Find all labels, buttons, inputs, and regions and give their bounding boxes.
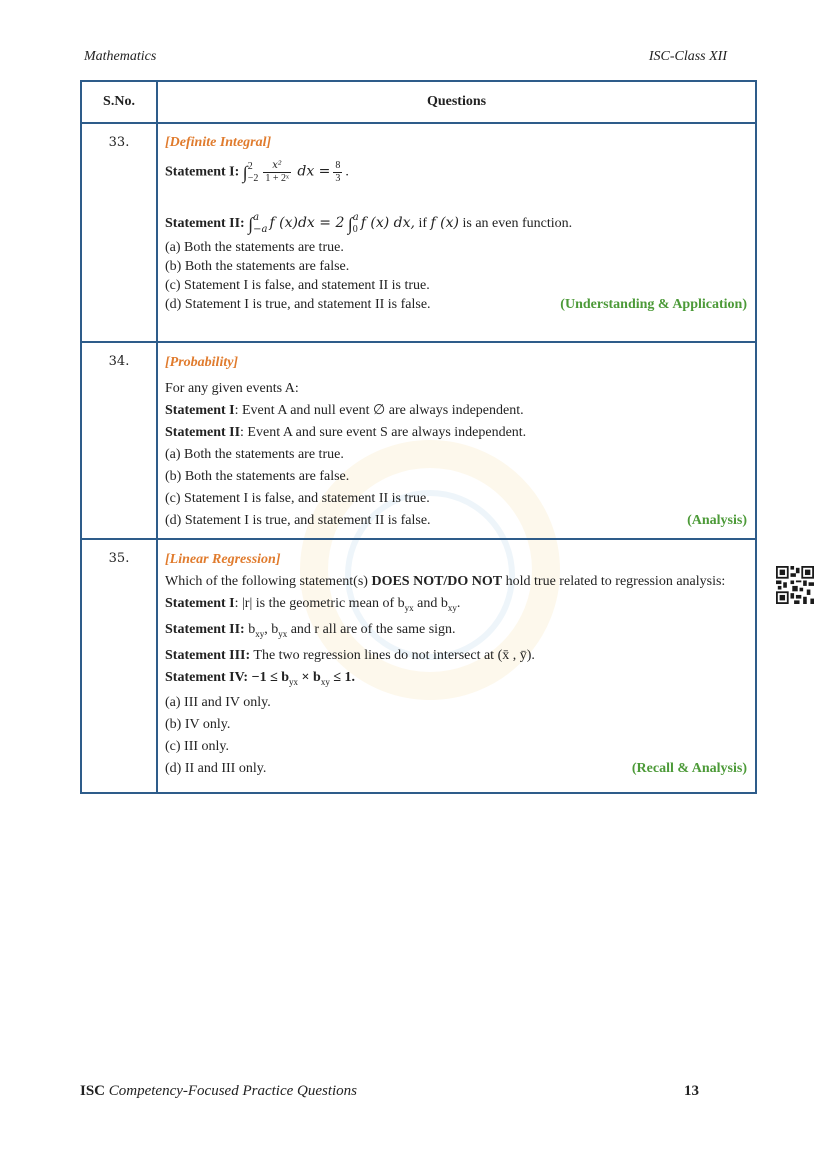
qr-code-icon[interactable] <box>776 566 814 604</box>
topic-label: [Linear Regression] <box>165 552 281 567</box>
question-body <box>157 123 756 342</box>
footer-title: ISC Competency-Focused Practice Questions <box>80 1083 358 1099</box>
question-body <box>157 539 756 793</box>
integral-sign: ∫ <box>242 162 248 183</box>
topic-label: [Probability] <box>165 355 239 370</box>
page-number: 13 <box>684 1083 699 1099</box>
statement-2: Statement II: $b_{xy}$, $b_{yx}$ and r all are of the same sign. <box>165 621 456 639</box>
integral-sign: ∫ <box>347 214 353 235</box>
questions-table <box>80 80 757 794</box>
statement-2: Statement II: Event A and sure event S are always independent. <box>165 425 527 440</box>
question-intro: For any given events A: <box>165 381 299 396</box>
condition-function: f (x) <box>430 215 459 232</box>
cognitive-tag: (Analysis) <box>687 513 747 528</box>
question-body <box>157 342 756 539</box>
option-a: (a) III and IV only. <box>165 695 271 711</box>
question-number: 35. <box>81 539 157 793</box>
result-fraction: $\frac{8}{3}$ <box>335 160 341 184</box>
option-d: (d) Statement I is true, and statement II is false. <box>165 297 431 312</box>
cognitive-tag: (Understanding & Application) <box>560 297 747 312</box>
option-d-row <box>165 510 747 532</box>
integrand-fraction: $\frac{\text{x²}}{\text{1 + 2ˣ}}$ <box>265 160 289 184</box>
option-b: (b) Both the statements are false. <box>165 259 350 274</box>
option-a: (a) Both the statements are true. <box>165 447 344 462</box>
cognitive-tag: (Recall & Analysis) <box>631 761 747 777</box>
statement-1: Statement I: Event A and null event ∅ are always independent. <box>165 403 524 418</box>
option-c: (c) III only. <box>165 739 230 755</box>
statement-3: Statement III: The two regression lines do not intersect at (x̄ , ȳ). <box>165 647 535 663</box>
option-b: (b) Both the statements are false. <box>165 469 350 484</box>
option-c: (c) Statement I is false, and statement II is true. <box>165 491 430 506</box>
statement-1: Statement I: |r| is the geometric mean of $b_{yx}$ and $b_{xy}$. <box>165 596 461 613</box>
statement-2 <box>165 212 747 238</box>
option-d: (d) II and III only. <box>165 761 267 777</box>
condition-if: if <box>418 216 428 232</box>
statement-label: Statement II: <box>165 216 245 232</box>
question-number: 34. <box>81 342 157 539</box>
integral-limits: 2 −2 <box>247 160 259 184</box>
integral-limits: a −a <box>253 212 268 235</box>
integral-sign: ∫ <box>248 214 254 235</box>
question-intro: Which of the following statement(s) DOES NOT/DO NOT hold true related to regression analysis: <box>165 574 726 589</box>
option-b: (b) IV only. <box>165 717 231 733</box>
integral-expression: f (x) dx, <box>360 215 415 232</box>
topic-label: [Definite Integral] <box>165 135 272 150</box>
table-header-row <box>81 81 756 123</box>
questions-header: Questions <box>157 81 756 123</box>
condition-text: is an even function. <box>462 216 573 232</box>
question-row-34 <box>81 342 756 539</box>
statement-1: Statement I: ∫ 2 −2 $\frac{\text{x²}}{\text{1 + 2ˣ}}$ dx = $\frac{8}{3}$ . <box>165 160 349 184</box>
statement-4: Statement IV: $-1 \le b_{yx} \times b_{xy} \le 1$. <box>165 669 355 687</box>
option-d: (d) Statement I is true, and statement II is false. <box>165 513 431 528</box>
option-a: (a) Both the statements are true. <box>165 240 344 255</box>
option-d-row <box>165 295 747 314</box>
header-subject: Mathematics <box>84 49 157 64</box>
header-class: ISC-Class XII <box>648 49 727 64</box>
option-d-row <box>165 758 747 780</box>
integral-limits: a 0 <box>352 212 359 235</box>
question-row-33 <box>81 123 756 342</box>
question-number: 33. <box>81 123 157 342</box>
question-row-35 <box>81 539 756 793</box>
integral-expression: f (x)dx = 2 <box>269 215 345 232</box>
option-c: (c) Statement I is false, and statement II is true. <box>165 278 430 293</box>
differential: dx = <box>297 163 331 180</box>
statement-label: Statement I: <box>165 164 240 180</box>
sno-header: S.No. <box>81 81 157 123</box>
